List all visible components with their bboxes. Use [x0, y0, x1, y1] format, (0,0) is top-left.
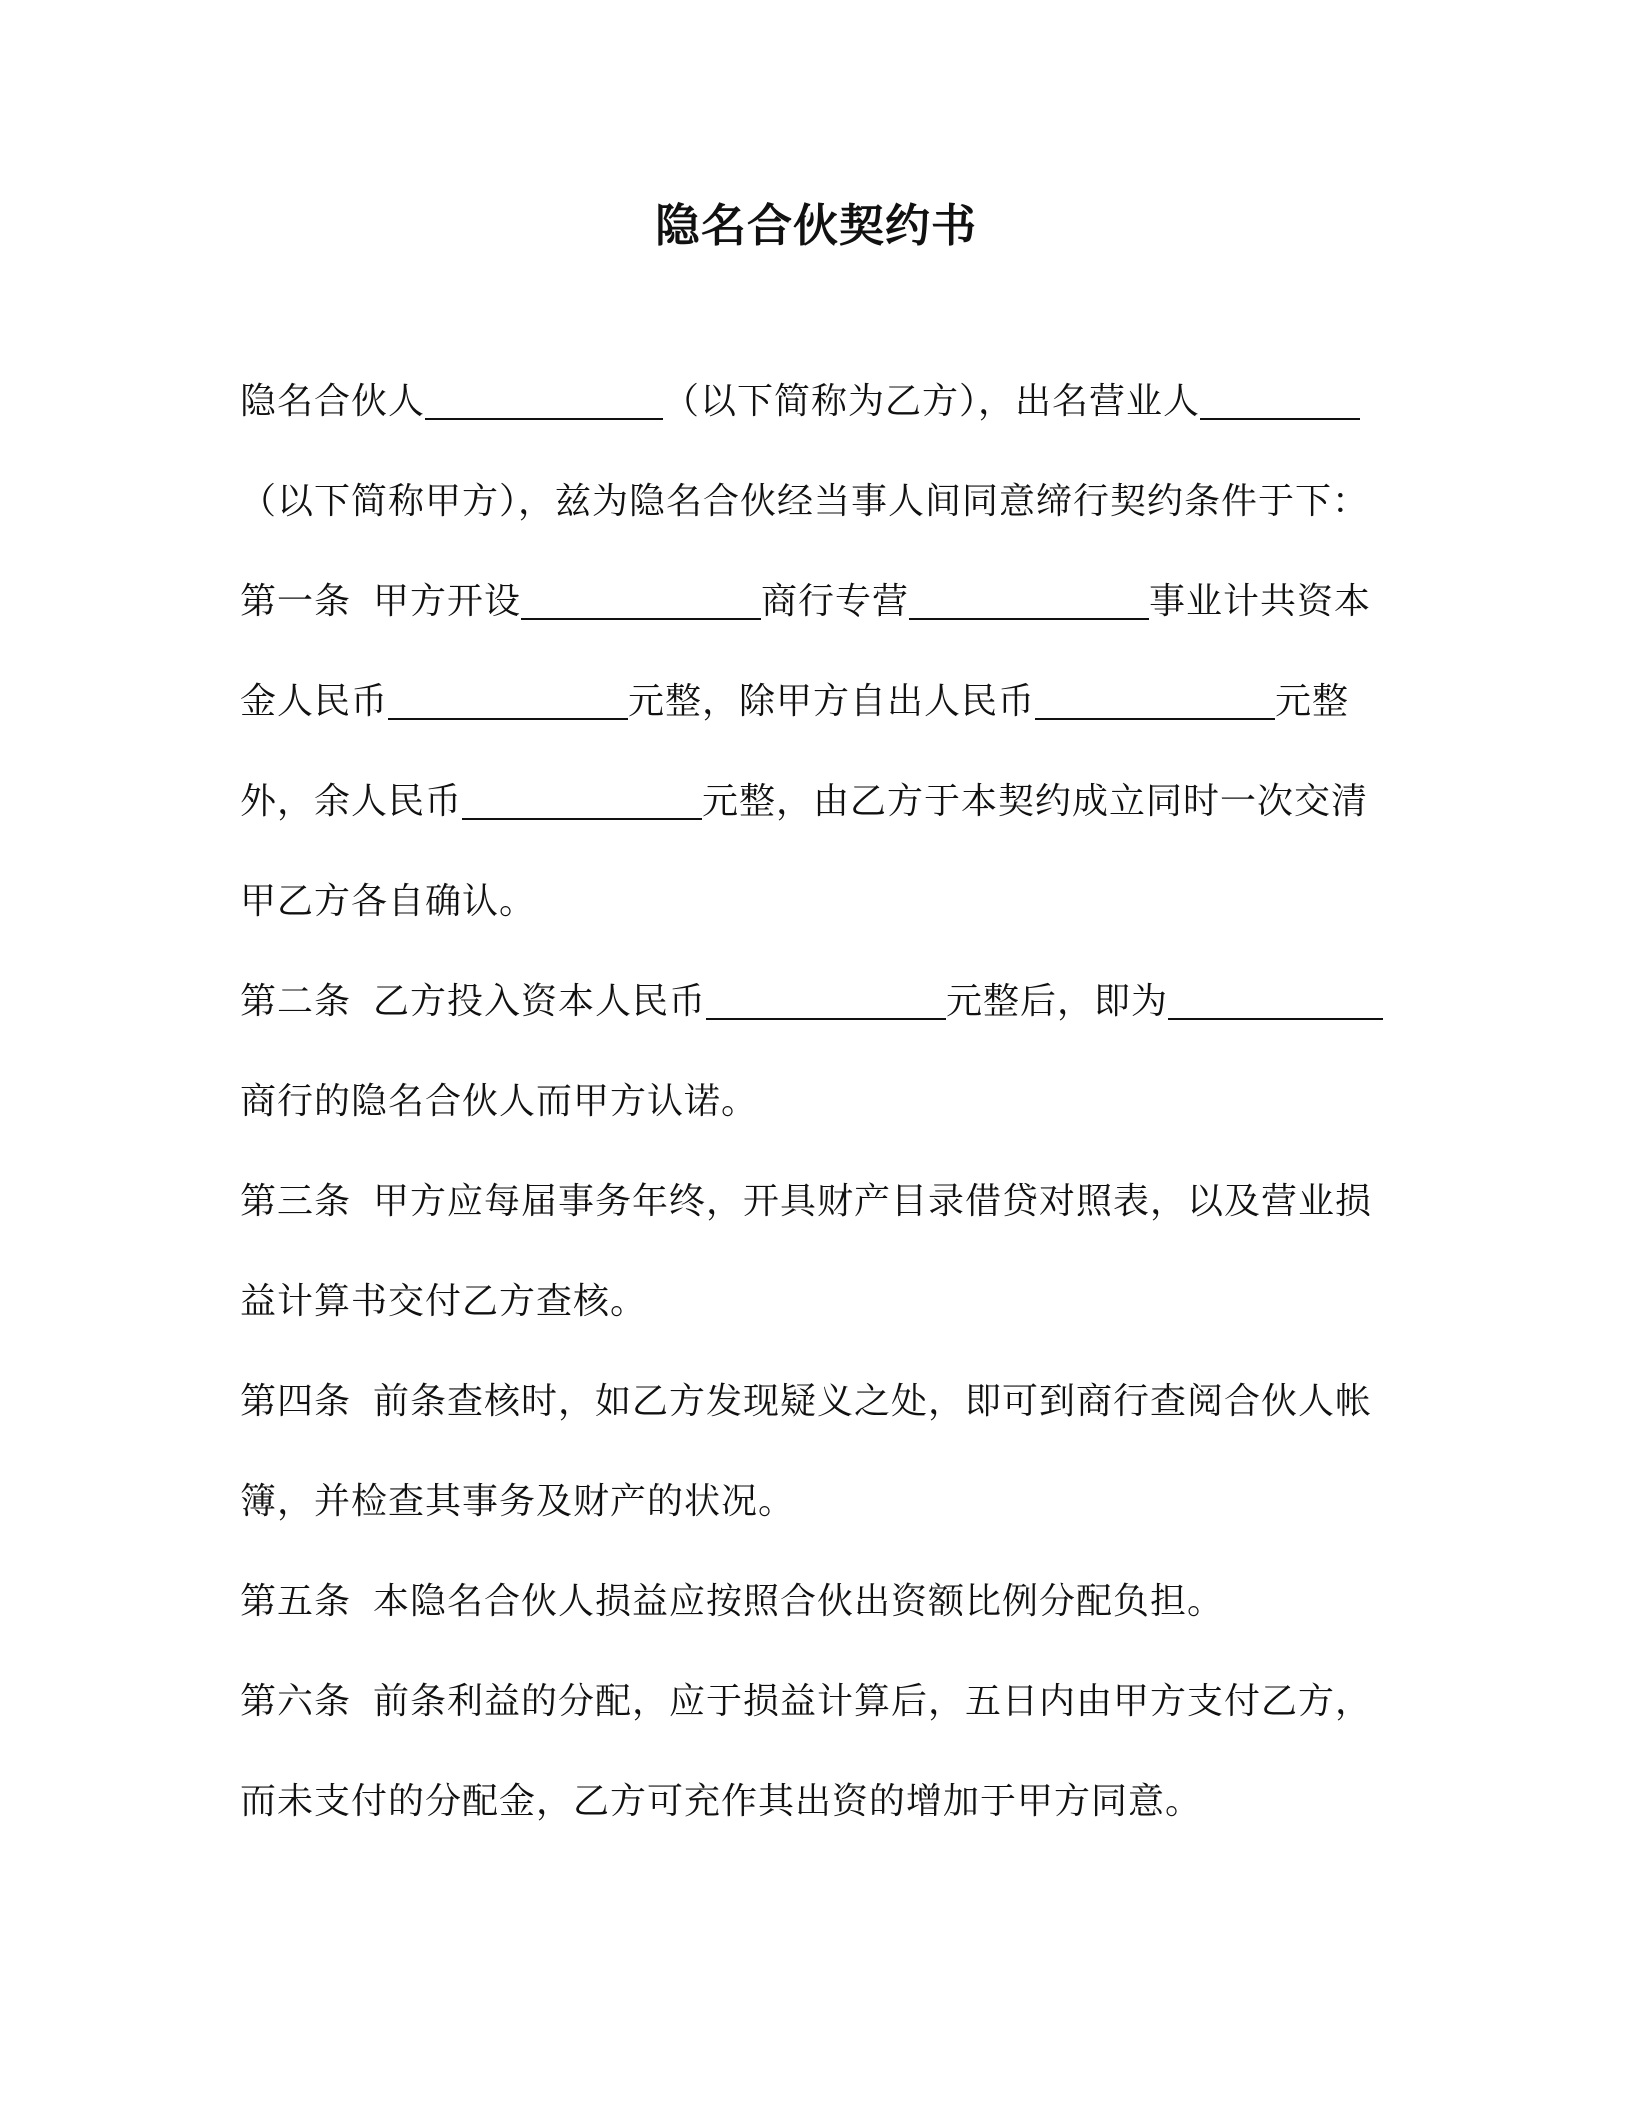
firm-name-blank-2[interactable]: [1168, 972, 1383, 1020]
article-number: 第四条: [240, 1381, 352, 1422]
article-1-line-4: [240, 872, 536, 932]
article-text: 金人民币: [240, 681, 389, 722]
article-text: 元整，由乙方于本契约成立同时一次交清: [702, 781, 1369, 822]
preamble-line-1: [240, 372, 1360, 432]
article-text: 甲方应每届事务年终，开具财产目录借贷对照表，以及营业损: [373, 1181, 1373, 1222]
article-text: 外，余人民币: [240, 781, 463, 822]
preamble-text: （以下简称为乙方），出名营业人: [663, 381, 1201, 422]
preamble-text: （以下简称甲方），兹为隐名合伙经当事人间同意缔行契约条件于下：: [240, 481, 1370, 522]
article-4-line-2: [240, 1472, 795, 1532]
document-title: 隐名合伙契约书: [654, 199, 977, 252]
article-5-line-1: [240, 1572, 1224, 1632]
preamble-text: 隐名合伙人: [240, 381, 426, 422]
article-text: 元整: [1275, 681, 1350, 722]
article-text: 益计算书交付乙方查核。: [240, 1281, 648, 1322]
business-type-blank[interactable]: [909, 572, 1149, 620]
article-text: 而未支付的分配金，乙方可充作其出资的增加于甲方同意。: [240, 1781, 1203, 1822]
article-text: 商行的隐名合伙人而甲方认诺。: [240, 1081, 759, 1122]
firm-name-blank[interactable]: [521, 572, 761, 620]
article-number: 第五条: [240, 1581, 352, 1622]
article-text: 乙方投入资本人民币: [373, 981, 707, 1022]
total-capital-blank[interactable]: [388, 672, 628, 720]
article-text: 甲方开设: [373, 581, 522, 622]
article-text: 甲乙方各自确认。: [240, 881, 537, 922]
article-text: 事业计共资本: [1149, 581, 1372, 622]
remaining-amount-blank[interactable]: [462, 772, 702, 820]
article-3-line-2: [240, 1272, 647, 1332]
article-2-line-1: [240, 972, 1383, 1032]
article-text: 前条查核时，如乙方发现疑义之处，即可到商行查阅合伙人帐: [373, 1381, 1373, 1422]
article-4-line-1: [240, 1372, 1372, 1432]
article-6-line-1: [240, 1672, 1372, 1732]
article-text: 簿，并检查其事务及财产的状况。: [240, 1481, 796, 1522]
article-text: 元整，除甲方自出人民币: [628, 681, 1036, 722]
article-number: 第六条: [240, 1681, 352, 1722]
article-1-line-2: [240, 672, 1349, 732]
article-text: 前条利益的分配，应于损益计算后，五日内由甲方支付乙方，: [373, 1681, 1373, 1722]
article-number: 第二条: [240, 981, 352, 1022]
article-text: 元整后，即为: [946, 981, 1169, 1022]
article-number: 第一条: [240, 581, 352, 622]
named-operator-blank[interactable]: [1200, 372, 1360, 420]
article-1-line-1: [240, 572, 1371, 632]
party-a-contribution-blank[interactable]: [1035, 672, 1275, 720]
article-6-line-2: [240, 1772, 1202, 1832]
article-3-line-1: [240, 1172, 1372, 1232]
article-text: 商行专营: [761, 581, 910, 622]
party-b-investment-blank[interactable]: [706, 972, 946, 1020]
article-number: 第三条: [240, 1181, 352, 1222]
preamble-line-2: [240, 472, 1369, 532]
article-1-line-3: [240, 772, 1368, 832]
silent-partner-blank[interactable]: [425, 372, 663, 420]
article-2-line-2: [240, 1072, 758, 1132]
article-text: 本隐名合伙人损益应按照合伙出资额比例分配负担。: [373, 1581, 1225, 1622]
